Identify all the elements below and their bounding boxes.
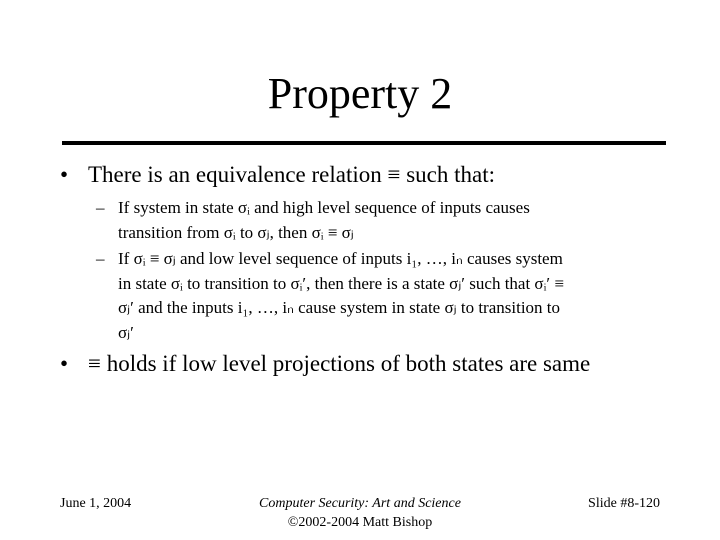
sub-bullet-line: σⱼ′ and the inputs i₁, …, iₙ cause system in state σⱼ to transition to <box>118 298 561 317</box>
bullet-text: ≡ holds if low level projections of both states are same <box>88 351 591 376</box>
bullet-marker: • <box>60 162 69 187</box>
dash-marker: – <box>96 249 105 268</box>
sub-bullet-line: If σᵢ ≡ σⱼ and low level sequence of inputs i₁, …, iₙ causes system <box>118 249 563 268</box>
sub-bullet-text <box>118 247 658 345</box>
sub-bullet-text <box>118 196 658 245</box>
footer-copyright: ©2002-2004 Matt Bishop <box>287 515 433 530</box>
footer-course-title: Computer Security: Art and Science <box>259 496 461 511</box>
sub-bullet-line: transition from σᵢ to σⱼ, then σᵢ ≡ σⱼ <box>118 222 354 242</box>
title-divider <box>62 141 666 145</box>
sub-bullet-line: σⱼ′ <box>118 322 134 342</box>
dash-marker: – <box>96 198 105 217</box>
sub-bullet-line: in state σᵢ to transition to σᵢ′, then there is a state σⱼ′ such that σᵢ′ ≡ <box>118 273 564 293</box>
bullet-marker: • <box>60 351 69 376</box>
footer-date: June 1, 2004 <box>60 496 132 511</box>
footer-slide-number: Slide #8-120 <box>588 496 660 511</box>
footer-course <box>210 494 510 532</box>
bullet-text: There is an equivalence relation ≡ such that: <box>88 162 496 187</box>
sub-bullet-line: If system in state σᵢ and high level sequence of inputs causes <box>118 198 530 217</box>
slide-title: Property 2 <box>267 69 453 118</box>
